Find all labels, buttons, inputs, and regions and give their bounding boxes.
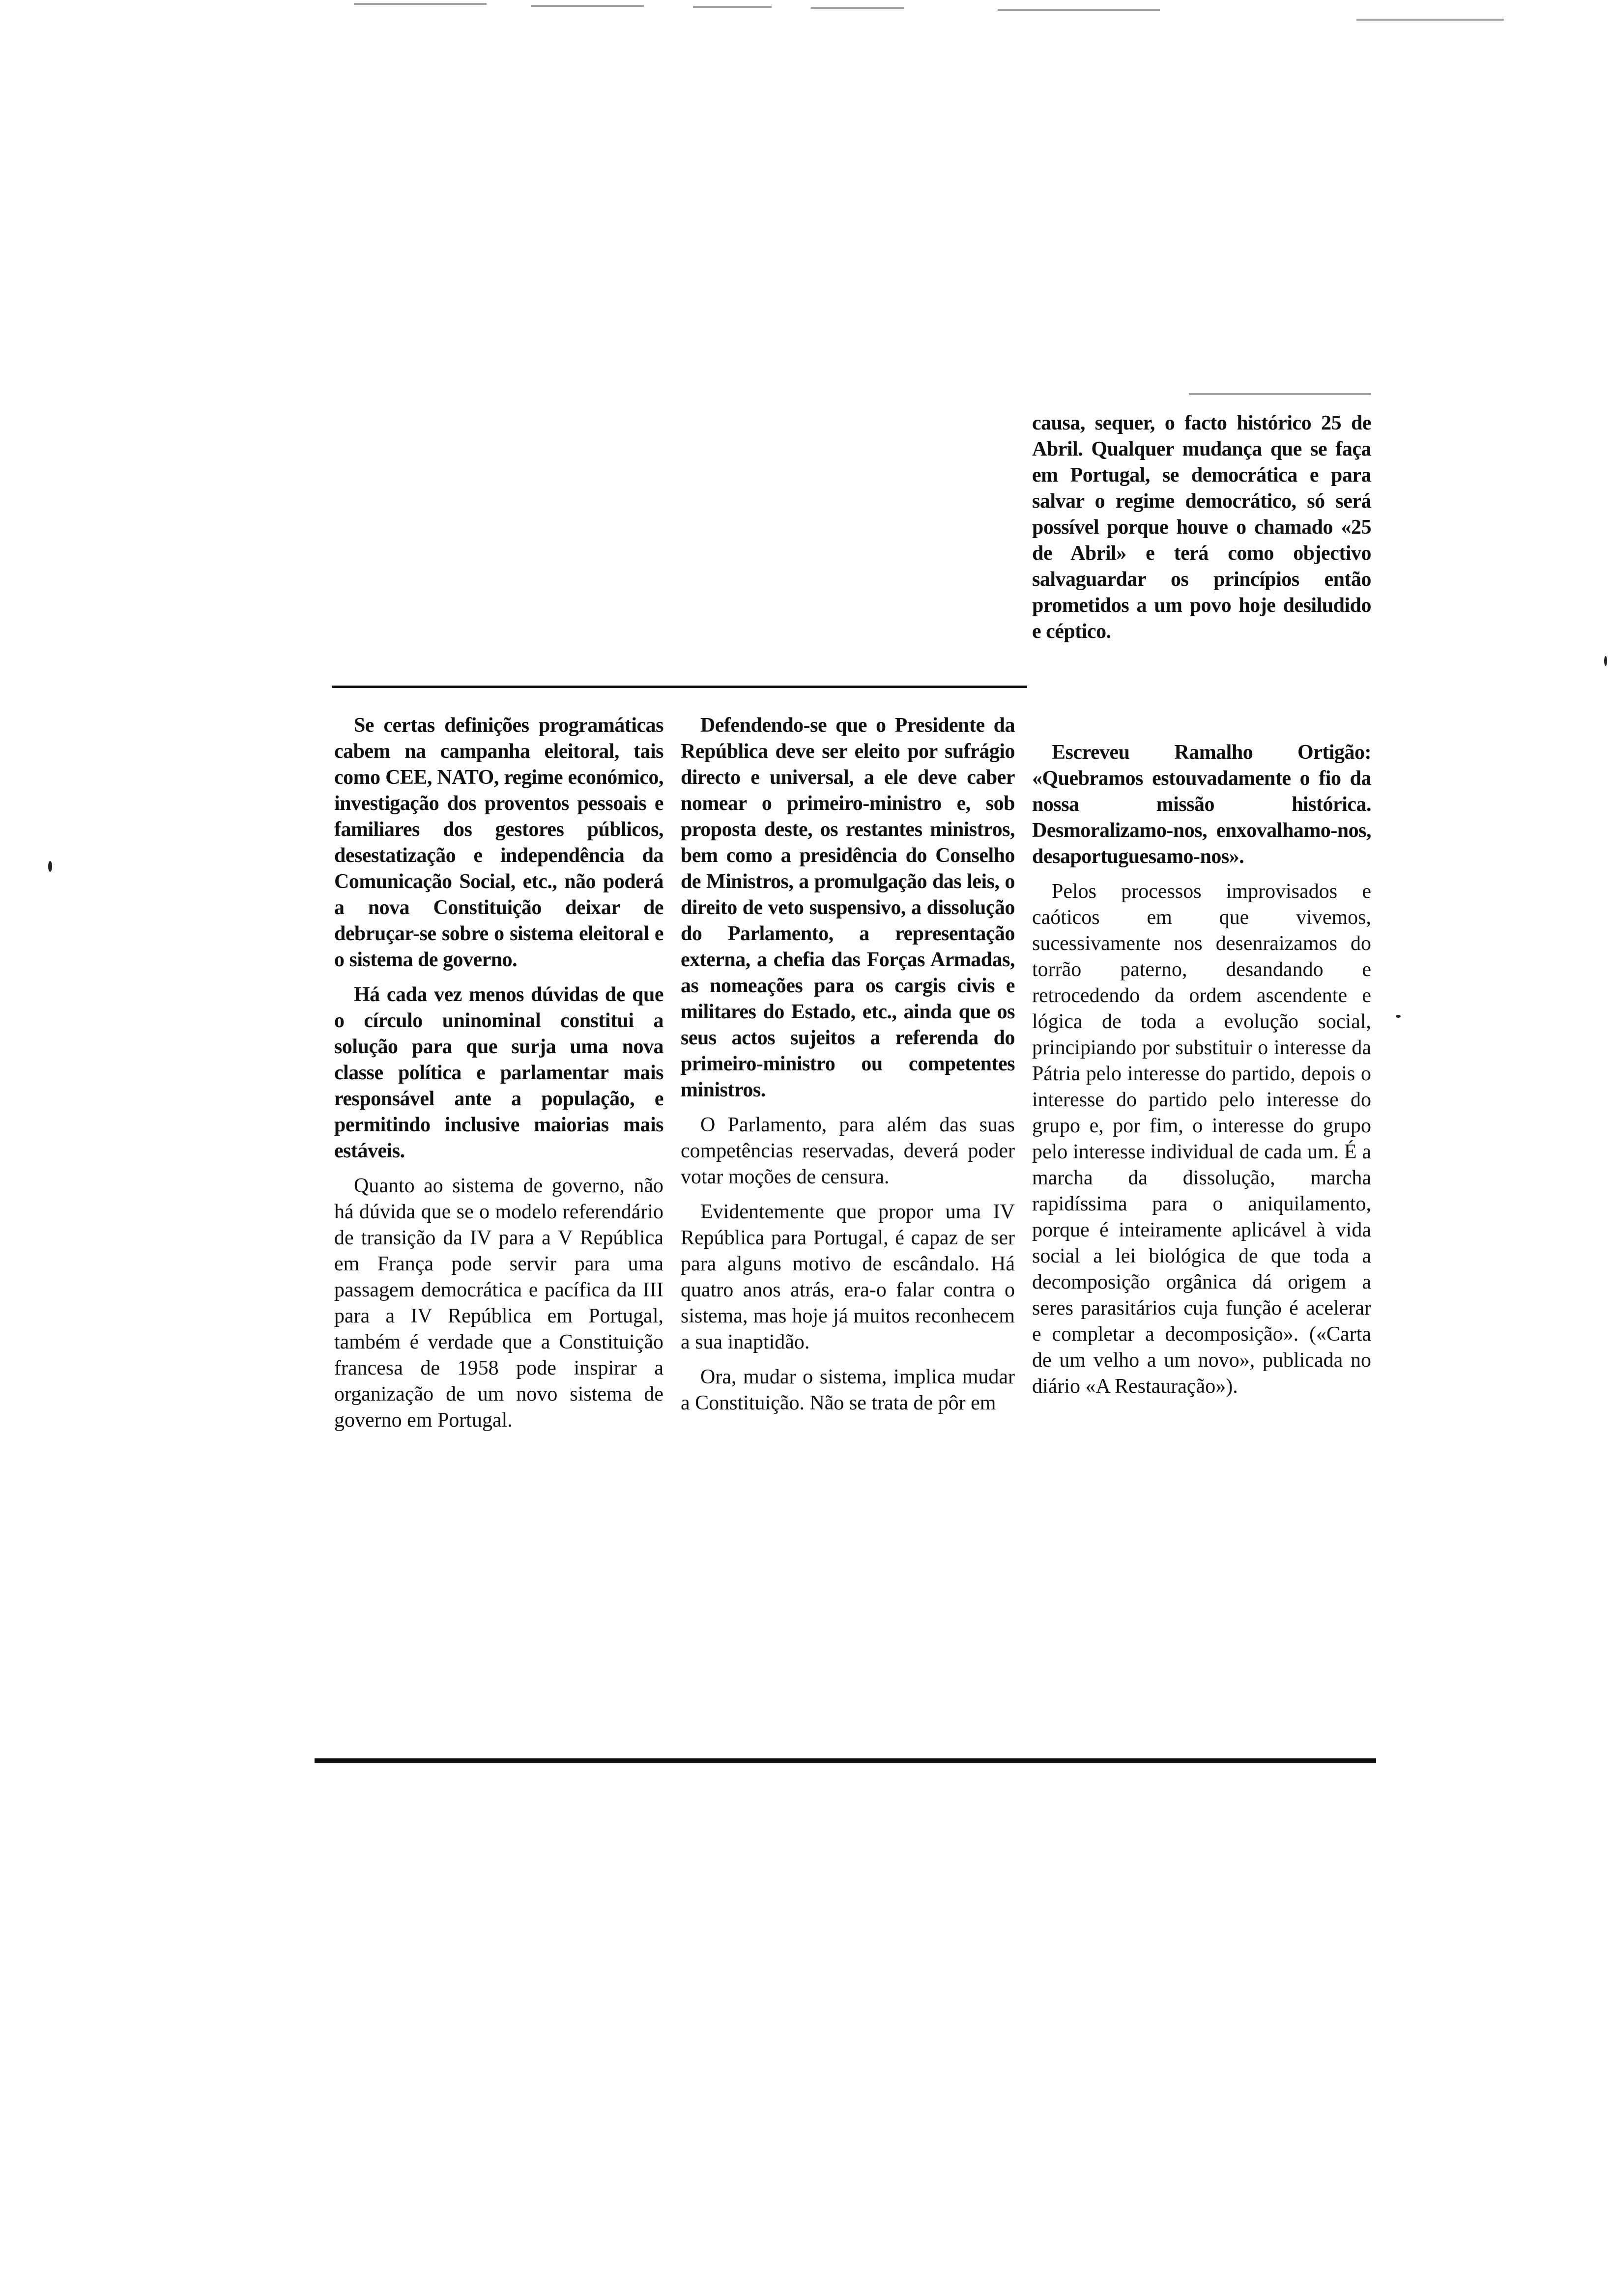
column-1-paragraph-2: Há cada vez menos dúvidas de que o círculo uninominal constitui a solução para que surja uma nova classe política e parlamentar mais responsável ante a população, e permitindo inclusive maiorias mais estáveis. — [334, 983, 663, 1162]
column-2-paragraph-2: O Parlamento, para além das suas competências reservadas, deverá poder votar moções de censura. — [681, 1114, 1015, 1188]
article-column-3-top — [1032, 410, 1371, 645]
scan-speck — [1396, 1015, 1401, 1018]
column-2-paragraph-4: Ora, mudar o sistema, implica mudar a Constituição. Não se trata de pôr em — [681, 1366, 1015, 1414]
article-column-3 — [1032, 740, 1371, 1400]
article-column-1 — [334, 713, 663, 1434]
article-bottom-rule — [315, 1758, 1376, 1763]
scan-streak — [811, 7, 904, 9]
article-column-2 — [681, 713, 1015, 1416]
scan-speck — [1604, 656, 1607, 666]
scan-speck — [48, 861, 52, 872]
scan-streak — [354, 3, 487, 5]
column-1-paragraph-1: Se certas definições programáticas cabem na campanha eleitoral, tais como CEE, NATO, regime económico, investigação dos proventos pessoais e familiares dos gestores públicos, desestatização e independência da Comunicação Social, etc., não poderá a nova Constituição deixar de debruçar-se sobre o sistema eleitoral e o sistema de governo. — [334, 714, 663, 971]
scan-streak — [531, 5, 644, 7]
column-1-paragraph-3: Quanto ao sistema de governo, não há dúvida que se o modelo referendário de transição da IV para a V República em França pode servir para uma passagem democrática e pacífica da III para a IV República em Portugal, também é verdade que a Constituição francesa de 1958 pode inspirar a organização de um novo sistema de governo em Portugal. — [334, 1175, 663, 1432]
column-3-paragraph-2: Pelos processos improvisados e caóticos em que vivemos, sucessivamente nos desenraizamos do torrão paterno, desandando e retrocedendo da ordem ascendente e lógica de toda a evolução social, principiando por substituir o interesse da Pátria pelo interesse do partido, depois o interesse do partido pelo interesse do grupo e, por fim, o interesse do grupo pelo interesse individual de cada um. É a marcha da dissolução, marcha rapidíssima para o aniquilamento, porque é inteiramente aplicável à vida social a lei biológica de que toda a decomposição orgânica dá origem a seres parasitários cuja função é acelerar e completar a decomposição». («Carta de um velho a um novo», publicada no diário «A Restauração»). — [1032, 880, 1371, 1398]
scan-streak — [693, 6, 772, 8]
scan-streak — [998, 9, 1160, 11]
column-2-paragraph-1: Defendendo-se que o Presidente da República deve ser eleito por sufrágio directo e universal, a ele deve caber nomear o primeiro-ministro e, sob proposta deste, os restantes ministros, bem como a presidência do Conselho de Ministros, a promulgação das leis, o direito de veto suspensivo, a dissolução do Parlamento, a representação externa, a chefia das Forças Armadas, as nomeações para os cargis civis e militares do Estado, etc., ainda que os seus actos sujeitos a referenda do primeiro-ministro ou competentes ministros. — [681, 714, 1015, 1101]
scan-streak — [1189, 393, 1371, 395]
column-3-top-paragraph: causa, sequer, o facto histórico 25 de Abril. Qualquer mudança que se faça em Portugal, se democrática e para salvar o regime democrático, só será possível porque houve o chamado «25 de Abril» e terá como objectivo salvaguardar os princípios então prometidos a um povo hoje desiludido e céptico. — [1032, 412, 1371, 643]
column-3-paragraph-1: Escreveu Ramalho Ortigão: «Quebramos estouvadamente o fio da nossa missão histórica. Desmoralizamo-nos, enxovalhamo-nos, desaportuguesamo-nos». — [1032, 741, 1371, 868]
scan-streak — [1356, 19, 1504, 21]
column-top-rule — [332, 686, 1027, 688]
column-2-paragraph-3: Evidentemente que propor uma IV República para Portugal, é capaz de ser para alguns motivo de escândalo. Há quatro anos atrás, era-o falar contra o sistema, mas hoje já muitos reconhecem a sua inaptidão. — [681, 1201, 1015, 1353]
